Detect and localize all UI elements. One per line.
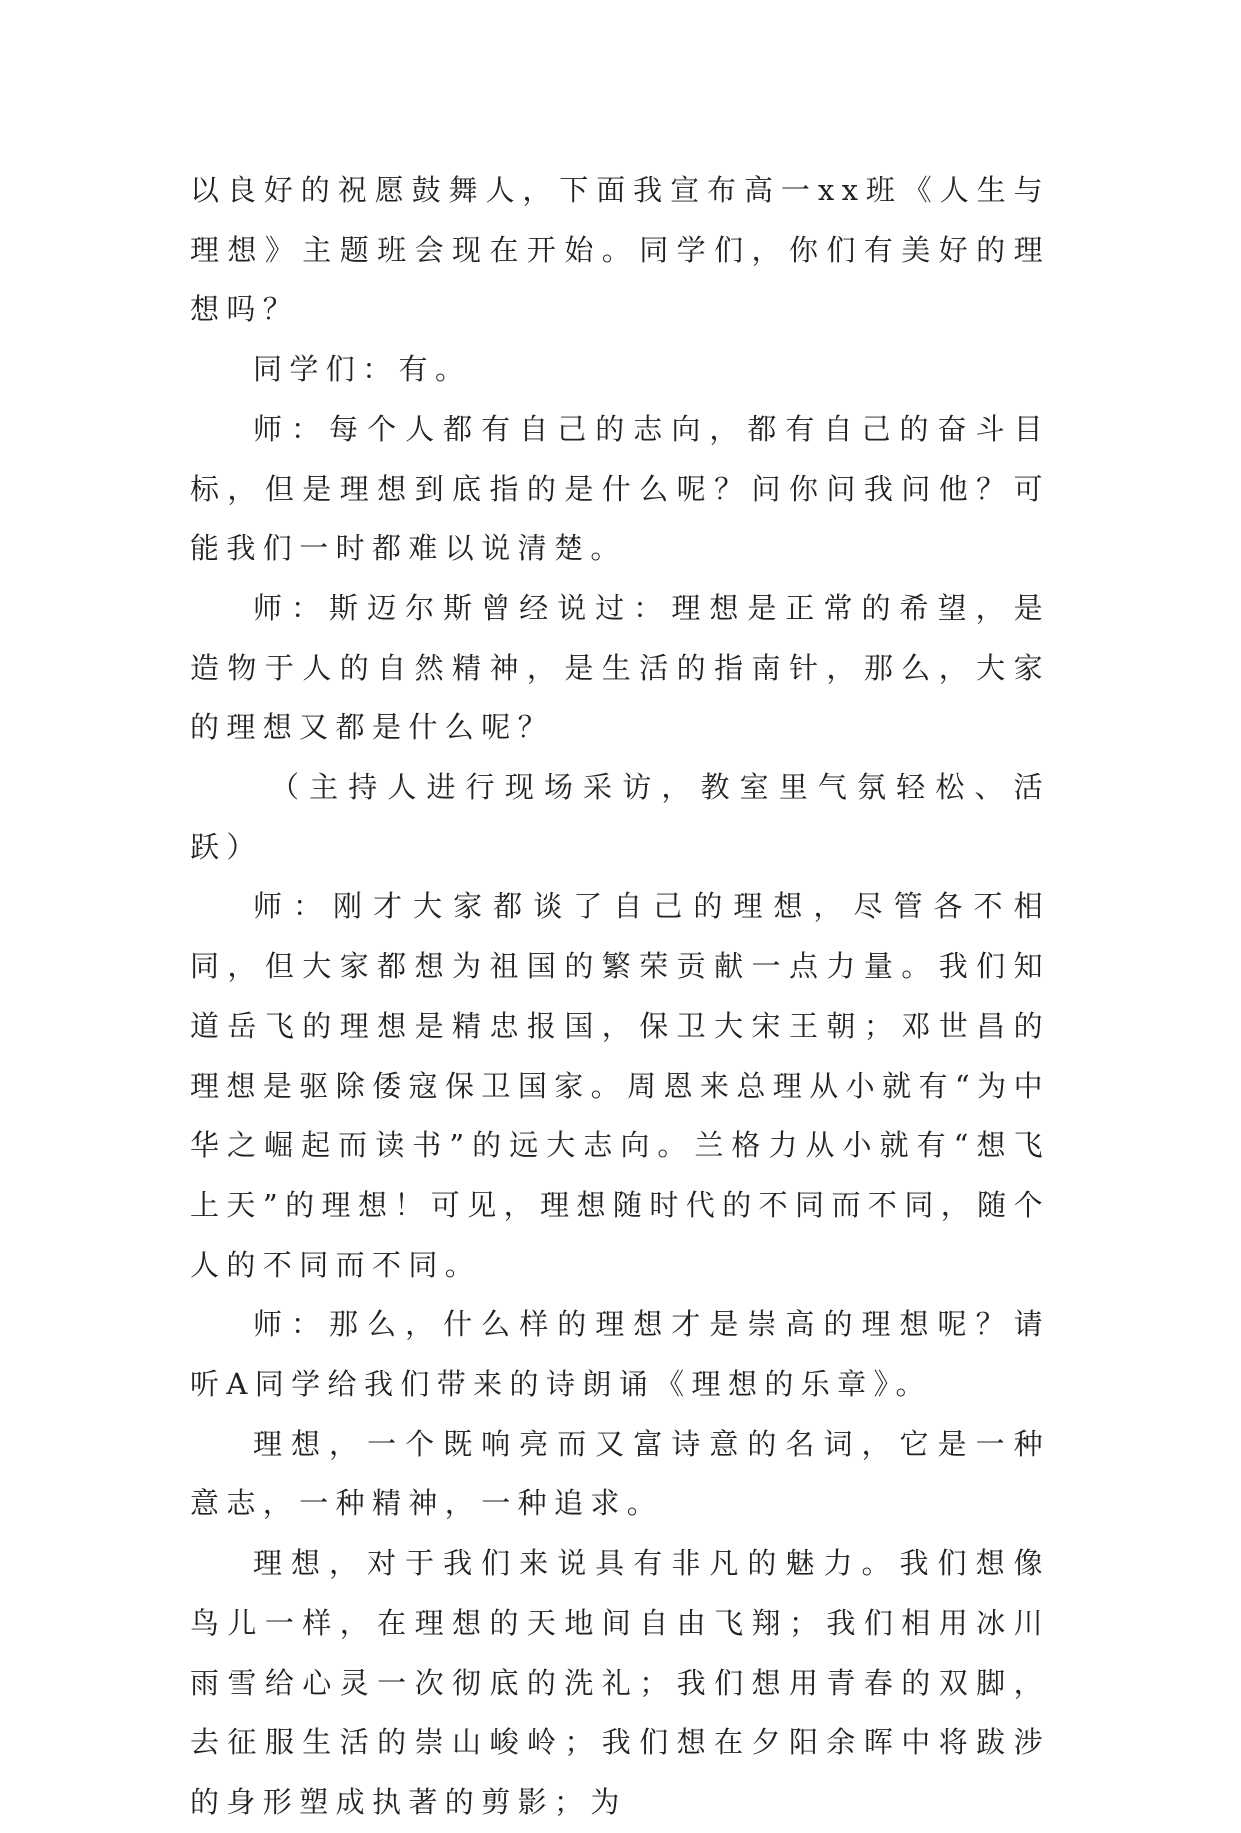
paragraph-poem-stanza-1: 理想，一个既响亮而又富诗意的名词，它是一种意志，一种精神，一种追求。 [190,1426,1050,1521]
paragraph-teacher-poem-intro: 师：那么，什么样的理想才是崇高的理想呢？请听A同学给我们带来的诗朗诵《理想的乐章》。 [190,1307,1050,1402]
paragraph-teacher-question: 师：每个人都有自己的志向，都有自己的奋斗目标，但是理想到底指的是什么呢？问你问我问他？可能我们一时都难以说清楚。 [190,411,1050,566]
paragraph-stage-direction: （主持人进行现场采访，教室里气氛轻松、活跃） [190,770,1050,864]
paragraph-opening: 以良好的祝愿鼓舞人，下面我宣布高一xx班《人生与理想》主题班会现在开始。同学们，你们有美好的理想吗？ [190,173,1050,327]
paragraph-students-reply: 同学们：有。 [253,352,472,387]
paragraph-teacher-examples: 师：刚才大家都谈了自己的理想，尽管各不相同，但大家都想为祖国的繁荣贡献一点力量。我们知道岳飞的理想是精忠报国，保卫大宋王朝；邓世昌的理想是驱除倭寇保卫国家。周恩来总理从小就有“为中华之崛起而读书”的远大志向。兰格力从小就有“想飞上天”的理想！可见，理想随时代的不同而不同，随个人的不同而不同。 [190,889,1050,1282]
paragraph-poem-stanza-2: 理想，对于我们来说具有非凡的魅力。我们想像鸟儿一样，在理想的天地间自由飞翔；我们相用冰川雨雪给心灵一次彻底的洗礼；我们想用青春的双脚，去征服生活的崇山峻岭；我们想在夕阳余晖中将跋涉的身形塑成执著的剪影；为 [190,1546,1050,1819]
document-body [190,161,1050,1833]
paragraph-teacher-quote: 师：斯迈尔斯曾经说过：理想是正常的希望，是造物于人的自然精神，是生活的指南针，那么，大家的理想又都是什么呢？ [190,590,1050,745]
